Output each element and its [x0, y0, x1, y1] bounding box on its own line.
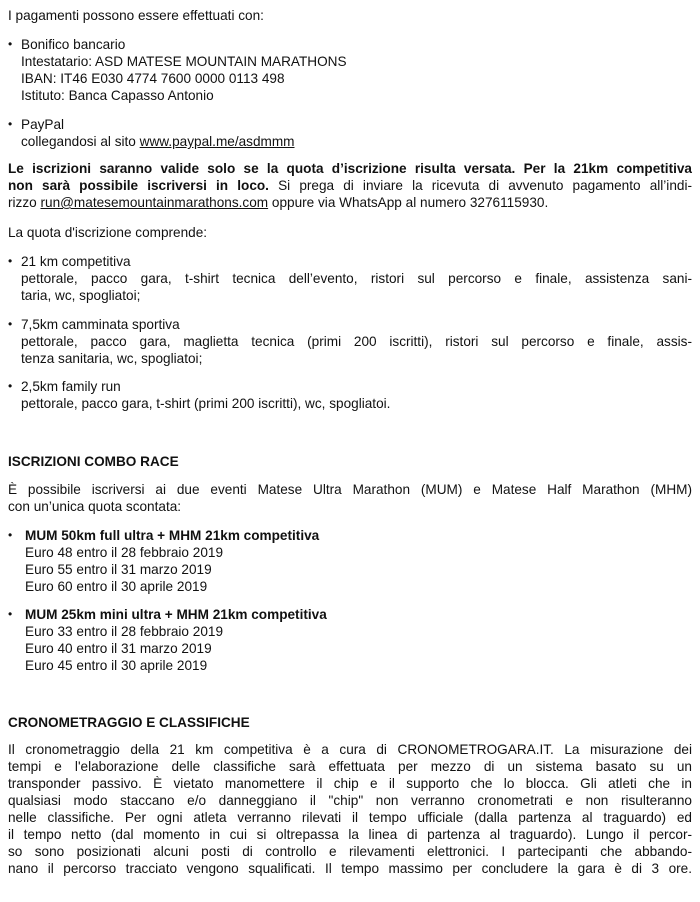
- combo-price: Euro 33 entro il 28 febbraio 2019: [25, 624, 224, 639]
- include-item: [8, 378, 692, 412]
- timing-heading-text: CRONOMETRAGGIO E CLASSIFICHE: [8, 715, 250, 730]
- bank-holder: Intestatario: ASD MATESE MOUNTAIN MARATHONS: [21, 54, 347, 69]
- timing-line: qualsiasi modo staccano e/o danneggiano il "chip" non verranno cronometrati e non risulteranno: [8, 793, 692, 808]
- include-item: [8, 253, 692, 304]
- paypal-item: [8, 116, 692, 150]
- bullet-icon: •: [8, 254, 13, 268]
- paypal-text: collegandosi al sito: [21, 134, 140, 149]
- include-item-title: 7,5km camminata sportiva: [21, 317, 180, 332]
- notice-line-2: [8, 177, 692, 194]
- paypal-line: [21, 133, 692, 150]
- combo-option: [8, 527, 692, 595]
- notice-bold-1: Le iscrizioni saranno valide solo se la quota d’iscrizione risulta versata. Per la 21km competitiva: [8, 161, 692, 176]
- payments-intro-text: I pagamenti possono essere effettuati con:: [8, 8, 264, 23]
- combo-option-title: MUM 50km full ultra + MHM 21km competitiva: [25, 528, 320, 543]
- bullet-icon: •: [8, 37, 13, 51]
- timing-paragraph: [8, 741, 692, 877]
- timing-heading: [8, 714, 692, 731]
- bullet-icon: •: [8, 117, 13, 131]
- combo-price: Euro 60 entro il 30 aprile 2019: [25, 579, 208, 594]
- combo-heading: [8, 453, 692, 470]
- notice-3-post: oppure via WhatsApp al numero 3276115930.: [268, 195, 549, 210]
- timing-line: tempi e l'elaborazione delle classifiche sarà effettuata per mezzo di un sistema basato su un: [8, 759, 692, 774]
- include-item-desc: pettorale, pacco gara, t-shirt (primi 200 iscritti), wc, spogliatoi.: [21, 396, 391, 411]
- combo-price: Euro 45 entro il 30 aprile 2019: [25, 658, 208, 673]
- timing-line: il tempo netto (dal momento in cui si oltrepassa la linea di partenza al traguardo). Lungo il percor-: [8, 827, 692, 842]
- bank-transfer-item: [8, 36, 692, 104]
- notice-line-1: [8, 160, 692, 177]
- bank-institute: Istituto: Banca Capasso Antonio: [21, 88, 214, 103]
- combo-option: [8, 606, 692, 674]
- timing-line: nelle classifiche. Per ogni atleta verranno rilevati il tempo ufficiale (dalla partenza al traguardo) ed: [8, 810, 692, 825]
- combo-intro: [8, 481, 692, 515]
- bullet-icon: •: [8, 317, 13, 331]
- includes-intro-text: La quota d'iscrizione comprende:: [8, 225, 208, 240]
- paypal-title: PayPal: [21, 117, 65, 132]
- timing-line: Il cronometraggio della 21 km competitiva è a cura di CRONOMETROGARA.IT. La misurazione dei: [8, 742, 692, 757]
- include-item: [8, 316, 692, 367]
- includes-intro: [8, 224, 692, 241]
- bank-title: Bonifico bancario: [21, 37, 126, 52]
- bullet-icon: •: [8, 379, 13, 393]
- timing-line: nano il percorso tracciato vengono squalificati. Il tempo massimo per concludere la gara è di 3 ore.: [8, 861, 692, 876]
- notice-bold-2: non sarà possibile iscriversi in loco.: [8, 178, 269, 193]
- combo-intro-line-2: con un’unica quota scontata:: [8, 499, 182, 514]
- bank-iban: IBAN: IT46 E030 4774 7600 0000 0113 498: [21, 71, 285, 86]
- include-item-desc: tenza sanitaria, wc, spogliatoi;: [21, 351, 203, 366]
- combo-intro-line-1: È possibile iscriversi ai due eventi Matese Ultra Marathon (MUM) e Matese Half Marathon (MHM): [8, 482, 692, 497]
- combo-option-title: MUM 25km mini ultra + MHM 21km competitiva: [25, 607, 327, 622]
- registration-notice: [8, 160, 692, 211]
- bullet-icon: •: [8, 607, 13, 621]
- email-link[interactable]: run@matesemountainmarathons.com: [40, 195, 269, 210]
- bullet-icon: •: [8, 528, 13, 542]
- combo-price: Euro 48 entro il 28 febbraio 2019: [25, 545, 224, 560]
- combo-price: Euro 40 entro il 31 marzo 2019: [25, 641, 212, 656]
- include-item-desc: taria, wc, spogliatoi;: [21, 288, 141, 303]
- include-item-title: 2,5km family run: [21, 379, 121, 394]
- include-item-desc: pettorale, pacco gara, t-shirt tecnica dell’evento, ristori sul percorso e finale, assistenza sani-: [21, 271, 692, 286]
- combo-heading-text: ISCRIZIONI COMBO RACE: [8, 454, 179, 469]
- timing-line: so sono posizionati alcuni posti di controllo e rilevamenti elettronici. I partecipanti che abbando-: [8, 844, 692, 859]
- include-item-title: 21 km competitiva: [21, 254, 131, 269]
- paypal-link[interactable]: www.paypal.me/asdmmm: [139, 134, 295, 149]
- notice-rest-2: Si prega di inviare la ricevuta di avvenuto pagamento all’indi-: [268, 178, 692, 193]
- combo-price: Euro 55 entro il 31 marzo 2019: [25, 562, 212, 577]
- timing-line: transponder passivo. È vietato manomettere il chip e il supporto che lo blocca. Gli atleti che in: [8, 776, 692, 791]
- notice-line-3: [8, 194, 692, 211]
- include-item-desc: pettorale, pacco gara, maglietta tecnica (primi 200 iscritti), ristori sul percorso e finale, assis-: [21, 334, 692, 349]
- notice-3-pre: rizzo: [8, 195, 41, 210]
- payments-intro: [8, 7, 692, 24]
